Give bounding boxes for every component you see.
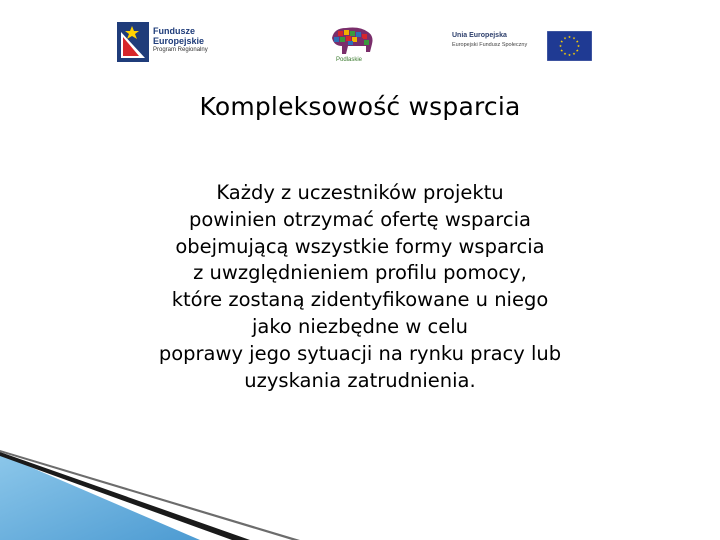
eu-flag-icon <box>547 31 592 61</box>
body-line: które zostaną zidentyfikowane u niego <box>171 288 549 312</box>
ue-logo-line1: Unia Europejska <box>452 32 507 39</box>
body-line: powinien otrzymać ofertę wsparcia <box>188 207 531 231</box>
slide-title: Kompleksowość wsparcia <box>199 92 521 121</box>
body-line: obejmującą wszystkie formy wsparcia <box>175 234 545 258</box>
podlaskie-logo <box>326 24 384 68</box>
logo-bar <box>0 0 720 90</box>
ue-logo-line2: Europejski Fundusz Społeczny <box>452 42 528 48</box>
body-line: poprawy jego sytuacji na rynku pracy lub <box>158 341 562 365</box>
fe-logo-line1: Fundusze <box>153 26 195 36</box>
bison-icon <box>326 24 376 58</box>
body-line: Każdy z uczestników projektu <box>216 181 504 204</box>
body-line: z uwzględnieniem profilu pomocy, <box>193 261 527 285</box>
slide-body <box>90 180 630 394</box>
fundusze-europejskie-logo <box>117 22 237 66</box>
fe-logo-line3: Program Regionalny <box>153 47 208 53</box>
decorative-corner <box>0 440 720 540</box>
podlaskie-label: Podlaskie <box>336 57 363 63</box>
body-line: uzyskania zatrudnienia. <box>244 368 476 392</box>
fe-logo-line2: Europejskie <box>153 36 205 46</box>
body-line: jako niezbędne w celu <box>251 314 469 338</box>
fundusze-europejskie-logo-mark <box>117 22 149 62</box>
unia-europejska-logo <box>452 28 594 64</box>
